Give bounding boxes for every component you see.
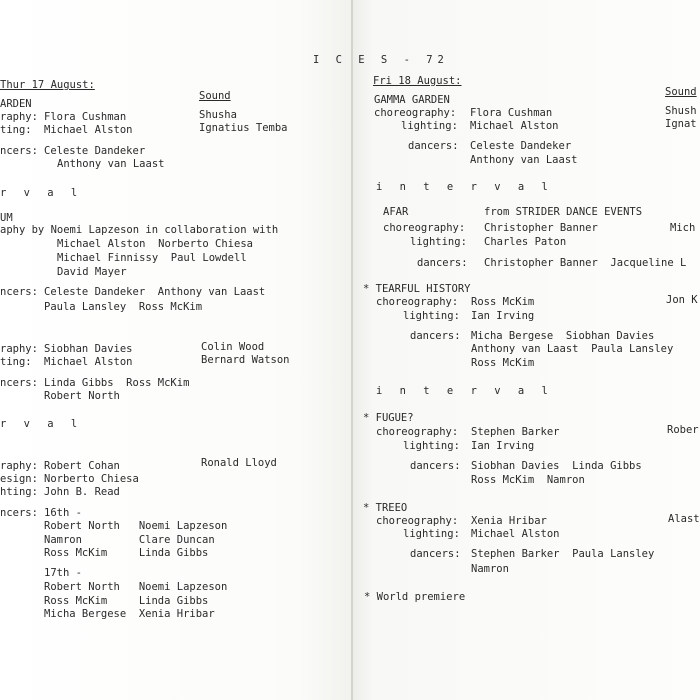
treeo-dancers-1: Stephen Barker Paula Lansley — [471, 548, 655, 560]
left-piece4-light: John B. Read — [44, 486, 120, 498]
tearful-dancers-3: Ross McKim — [471, 357, 535, 369]
tearful-dancers-1: Micha Bergese Siobhan Davies — [471, 330, 655, 342]
left-piece1-light: Michael Alston — [44, 124, 133, 136]
left-piece1-dancers-2: Anthony van Laast — [57, 158, 165, 170]
left-piece2-chor-line: aphy by Noemi Lapzeson in collaboration with — [0, 224, 279, 236]
left-piece3-light: Michael Alston — [44, 356, 133, 368]
right-date-heading: Fri 18 August: — [373, 75, 462, 87]
left-piece4-night1-row: Ross McKim Linda Gibbs — [44, 547, 209, 559]
left-piece1-light-sound: Ignatius Temba — [199, 122, 288, 134]
left-piece4-night1-row: Robert North Noemi Lapzeson — [44, 520, 228, 532]
fugue-chor-label: choreography: — [376, 426, 459, 438]
left-piece1-chor: Flora Cushman — [44, 111, 127, 123]
treeo-chor: Xenia Hribar — [471, 515, 547, 527]
left-piece4-chor-sound: Ronald Lloyd — [201, 457, 277, 469]
afar-subtitle: from STRIDER DANCE EVENTS — [484, 206, 643, 218]
fugue-dancers-1: Siobhan Davies Linda Gibbs — [471, 460, 642, 472]
fugue-title: * FUGUE? — [363, 412, 414, 424]
left-piece1-title: ARDEN — [0, 98, 32, 110]
left-piece4-night1: 16th - — [44, 507, 82, 519]
left-interval-2: r v a l — [0, 418, 83, 430]
gamma-light-sound: Ignat — [665, 118, 697, 130]
left-piece4-night2-row: Ross McKim Linda Gibbs — [44, 595, 209, 607]
tearful-chor-sound: Jon K — [666, 294, 698, 306]
tearful-chor: Ross McKim — [471, 296, 535, 308]
left-piece3-dancers-label: ncers: — [0, 377, 38, 389]
treeo-chor-sound: Alast — [668, 513, 700, 525]
tearful-dancers-2: Anthony van Laast Paula Lansley — [471, 343, 674, 355]
gamma-chor-label: choreography: — [374, 107, 457, 119]
left-piece1-chor-label: raphy: — [0, 111, 38, 123]
left-piece3-dancers-2: Robert North — [44, 390, 120, 402]
gamma-dancers-label: dancers: — [408, 140, 459, 152]
left-interval-1: r v a l — [0, 187, 83, 199]
afar-chor-label: choreography: — [383, 222, 466, 234]
afar-chor: Christopher Banner — [484, 222, 598, 234]
gamma-title: GAMMA GARDEN — [374, 94, 450, 106]
left-piece2-dancers-label: ncers: — [0, 286, 38, 298]
left-piece4-light-label: hting: — [0, 486, 38, 498]
left-piece2-collab-1: Michael Alston Norberto Chiesa — [57, 238, 253, 250]
tearful-title: * TEARFUL HISTORY — [363, 283, 471, 295]
afar-title: AFAR — [383, 206, 409, 218]
left-piece2-dancers-2: Paula Lansley Ross McKim — [44, 301, 203, 313]
left-piece4-chor: Robert Cohan — [44, 460, 120, 472]
right-sound-heading: Sound — [665, 86, 697, 98]
fugue-dancers-label: dancers: — [410, 460, 461, 472]
world-premiere-footnote: * World premiere — [364, 591, 466, 603]
left-piece3-light-label: ting: — [0, 356, 32, 368]
left-piece4-design: Norberto Chiesa — [44, 473, 139, 485]
left-piece4-night2-row: Micha Bergese Xenia Hribar — [44, 608, 215, 620]
left-piece2-collab-3: David Mayer — [57, 266, 127, 278]
gamma-dancers-2: Anthony van Laast — [470, 154, 578, 166]
tearful-light-label: lighting: — [403, 310, 460, 322]
treeo-chor-label: choreography: — [376, 515, 459, 527]
left-piece1-dancers-1: Celeste Dandeker — [44, 145, 146, 157]
right-interval-2: i n t e r v a l — [376, 385, 554, 397]
programme-title: I C E S - 72 — [313, 54, 449, 66]
left-piece1-light-label: ting: — [0, 124, 32, 136]
afar-light-label: lighting: — [410, 236, 467, 248]
left-piece4-dancers-label: ncers: — [0, 507, 38, 519]
gamma-chor: Flora Cushman — [470, 107, 553, 119]
left-piece2-title: UM — [0, 212, 13, 224]
afar-light: Charles Paton — [484, 236, 567, 248]
left-sound-heading: Sound — [199, 90, 231, 102]
tearful-light: Ian Irving — [471, 310, 535, 322]
left-piece4-night2-row: Robert North Noemi Lapzeson — [44, 581, 228, 593]
gamma-chor-sound: Shush — [665, 105, 697, 117]
fugue-chor: Stephen Barker — [471, 426, 560, 438]
left-piece4-design-label: esign: — [0, 473, 38, 485]
fugue-chor-sound: Rober — [667, 424, 699, 436]
afar-chor-sound: Mich — [670, 222, 696, 234]
left-piece1-chor-sound: Shusha — [199, 109, 237, 121]
fugue-dancers-2: Ross McKim Namron — [471, 474, 585, 486]
treeo-title: * TREEO — [363, 502, 408, 514]
gamma-light: Michael Alston — [470, 120, 559, 132]
left-piece4-chor-label: raphy: — [0, 460, 38, 472]
left-piece2-dancers-1: Celeste Dandeker Anthony van Laast — [44, 286, 266, 298]
left-piece3-chor: Siobhan Davies — [44, 343, 133, 355]
left-piece2-collab-2: Michael Finnissy Paul Lowdell — [57, 252, 247, 264]
page-fold — [351, 0, 353, 700]
gamma-dancers-1: Celeste Dandeker — [470, 140, 572, 152]
left-piece3-light-sound: Bernard Watson — [201, 354, 290, 366]
left-piece3-chor-label: raphy: — [0, 343, 38, 355]
left-date-heading: Thur 17 August: — [0, 79, 95, 91]
tearful-chor-label: choreography: — [376, 296, 459, 308]
left-piece1-dancers-label: ncers: — [0, 145, 38, 157]
treeo-light-label: lighting: — [403, 528, 460, 540]
left-piece3-chor-sound: Colin Wood — [201, 341, 265, 353]
fugue-light-label: lighting: — [403, 440, 460, 452]
treeo-dancers-label: dancers: — [410, 548, 461, 560]
treeo-dancers-2: Namron — [471, 563, 509, 575]
afar-dancers-1: Christopher Banner Jacqueline L — [484, 257, 687, 269]
treeo-light: Michael Alston — [471, 528, 560, 540]
left-piece4-night2: 17th - — [44, 567, 82, 579]
tearful-dancers-label: dancers: — [410, 330, 461, 342]
right-interval-1: i n t e r v a l — [376, 181, 554, 193]
left-piece4-night1-row: Namron Clare Duncan — [44, 534, 215, 546]
afar-dancers-label: dancers: — [417, 257, 468, 269]
fugue-light: Ian Irving — [471, 440, 535, 452]
gamma-light-label: lighting: — [401, 120, 458, 132]
left-piece3-dancers-1: Linda Gibbs Ross McKim — [44, 377, 190, 389]
